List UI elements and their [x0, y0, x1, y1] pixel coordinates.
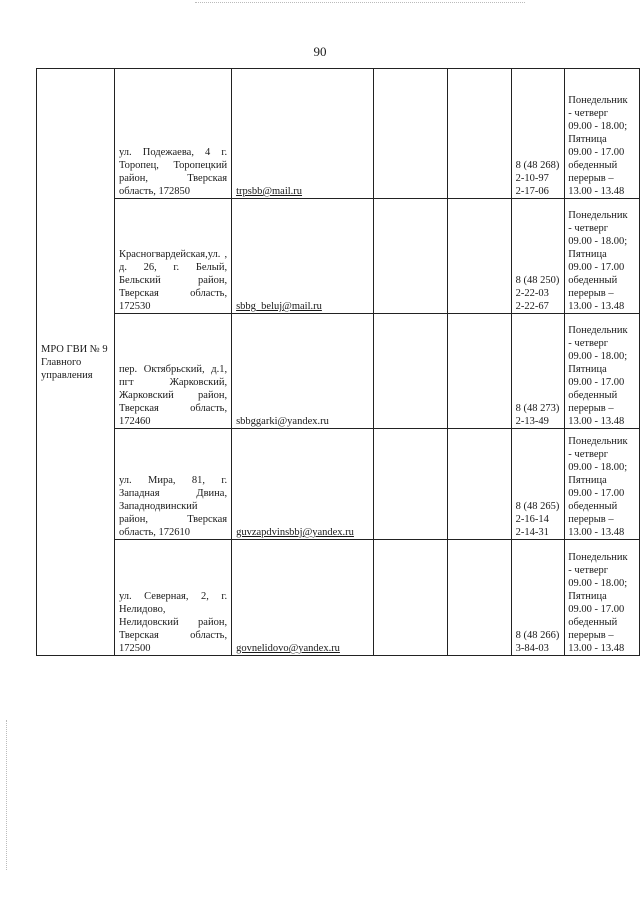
phone-line: 2-13-49 — [515, 416, 549, 427]
table-row — [37, 429, 640, 540]
hours-line: 09.00 - 18.00; — [568, 236, 628, 247]
email-cell — [232, 540, 374, 656]
hours-line: Понедельник — [568, 552, 628, 563]
hours-cell — [565, 314, 640, 429]
hours-line: перерыв – — [568, 288, 614, 299]
email-cell — [232, 69, 374, 199]
hours-line: - четверг — [568, 108, 609, 119]
hours-line: перерыв – — [568, 173, 614, 184]
table-row — [37, 199, 640, 314]
hours-line: Пятница — [568, 475, 607, 486]
hours-line: 13.00 - 13.48 — [568, 416, 625, 427]
phone-line: 8 (48 265) — [515, 501, 560, 512]
hours-line: 13.00 - 13.48 — [568, 301, 625, 312]
address-cell: Красногвардейская,ул. , д. 26, г. Белый, Бельский район, Тверская область, 172530 — [115, 199, 232, 314]
hours-line: перерыв – — [568, 403, 614, 414]
empty-cell — [448, 199, 511, 314]
phone-line: 2-10-97 — [515, 173, 549, 184]
hours-line: Понедельник — [568, 210, 628, 221]
phone-line: 2-14-31 — [515, 527, 549, 538]
phone-cell — [511, 314, 565, 429]
hours-line: 09.00 - 17.00 — [568, 262, 625, 273]
hours-line: обеденный — [568, 275, 618, 286]
empty-cell — [373, 314, 447, 429]
scan-artifact-marks — [195, 2, 525, 7]
hours-line: Пятница — [568, 134, 607, 145]
hours-line: 09.00 - 17.00 — [568, 488, 625, 499]
hours-line: 09.00 - 18.00; — [568, 121, 628, 132]
empty-cell — [373, 199, 447, 314]
hours-line: Пятница — [568, 591, 607, 602]
hours-cell — [565, 69, 640, 199]
empty-cell — [448, 69, 511, 199]
address-cell: ул. Мира, 81, г. Западная Двина, Западнодвинский район, Тверская область, 172610 — [115, 429, 232, 540]
email-link[interactable]: govnelidovo@yandex.ru — [236, 643, 340, 654]
hours-line: 13.00 - 13.48 — [568, 186, 625, 197]
page-number: 90 — [313, 44, 327, 59]
hours-cell — [565, 429, 640, 540]
phone-line: 8 (48 273) — [515, 403, 560, 414]
phone-line: 2-22-03 — [515, 288, 549, 299]
empty-cell — [448, 429, 511, 540]
hours-line: 13.00 - 13.48 — [568, 527, 625, 538]
hours-line: 13.00 - 13.48 — [568, 643, 625, 654]
hours-line: Понедельник — [568, 436, 628, 447]
hours-line: обеденный — [568, 617, 618, 628]
hours-line: Пятница — [568, 364, 607, 375]
email-cell — [232, 429, 374, 540]
phone-cell — [511, 429, 565, 540]
phone-line: 3-84-03 — [515, 643, 549, 654]
email-link[interactable]: trpsbb@mail.ru — [236, 186, 303, 197]
phone-cell — [511, 69, 565, 199]
hours-line: Пятница — [568, 249, 607, 260]
hours-line: перерыв – — [568, 630, 614, 641]
phone-cell — [511, 199, 565, 314]
table-row — [37, 314, 640, 429]
phone-line: 2-17-06 — [515, 186, 549, 197]
email-link[interactable]: guvzapdvinsbbj@yandex.ru — [236, 527, 354, 538]
hours-line: 09.00 - 18.00; — [568, 578, 628, 589]
phone-line: 2-22-67 — [515, 301, 549, 312]
phone-line: 2-16-14 — [515, 514, 549, 525]
empty-cell — [448, 314, 511, 429]
hours-line: Понедельник — [568, 325, 628, 336]
hours-line: - четверг — [568, 449, 609, 460]
contacts-table — [36, 68, 640, 656]
phone-cell — [511, 540, 565, 656]
empty-cell — [448, 540, 511, 656]
hours-line: обеденный — [568, 501, 618, 512]
table-row — [37, 69, 640, 199]
organization-cell — [37, 69, 115, 656]
scan-margin-marks — [6, 720, 11, 870]
hours-line: 09.00 - 17.00 — [568, 604, 625, 615]
address-cell: ул. Северная, 2, г. Нелидово, Нелидовский район, Тверская область, 172500 — [115, 540, 232, 656]
hours-line: обеденный — [568, 160, 618, 171]
hours-cell — [565, 199, 640, 314]
hours-line: 09.00 - 18.00; — [568, 351, 628, 362]
empty-cell — [373, 429, 447, 540]
hours-line: Понедельник — [568, 95, 628, 106]
table-row — [37, 540, 640, 656]
email-cell — [232, 314, 374, 429]
email-cell — [232, 199, 374, 314]
hours-line: 09.00 - 17.00 — [568, 147, 625, 158]
hours-line: - четверг — [568, 565, 609, 576]
hours-line: - четверг — [568, 223, 609, 234]
email-link[interactable]: sbbggarki@yandex.ru — [236, 416, 329, 427]
hours-line: перерыв – — [568, 514, 614, 525]
hours-line: 09.00 - 17.00 — [568, 377, 625, 388]
hours-line: 09.00 - 18.00; — [568, 462, 628, 473]
email-link[interactable]: sbbg_beluj@mail.ru — [236, 301, 322, 312]
phone-line: 8 (48 268) — [515, 160, 560, 171]
phone-line: 8 (48 266) — [515, 630, 560, 641]
empty-cell — [373, 69, 447, 199]
organization-name: МРО ГВИ № 9 Главного управления — [41, 343, 108, 381]
empty-cell — [373, 540, 447, 656]
hours-cell — [565, 540, 640, 656]
hours-line: - четверг — [568, 338, 609, 349]
phone-line: 8 (48 250) — [515, 275, 560, 286]
address-cell: ул. Подежаева, 4 г. Торопец, Торопецкий район, Тверская область, 172850 — [115, 69, 232, 199]
hours-line: обеденный — [568, 390, 618, 401]
address-cell: пер. Октябрьский, д.1, пгт Жарковский, Жарковский район, Тверская область, 172460 — [115, 314, 232, 429]
